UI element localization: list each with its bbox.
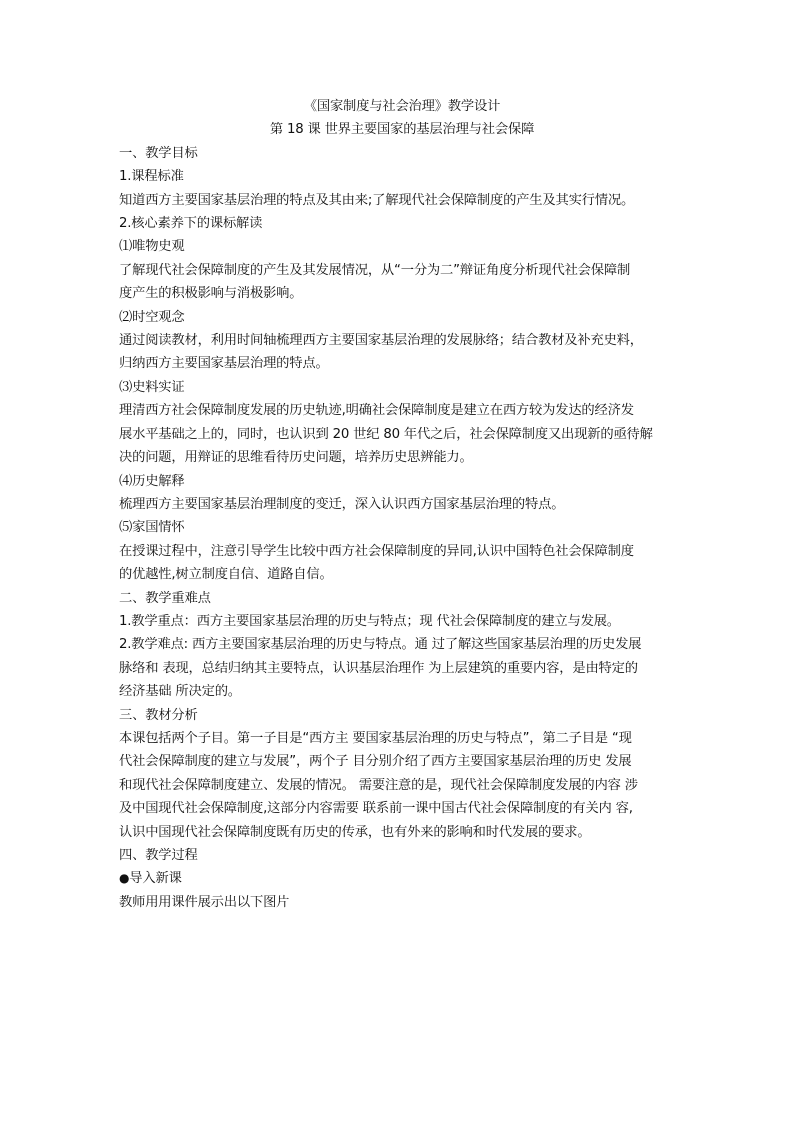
- paragraph-line: 理清西方社会保障制度发展的历史轨迹,明确社会保障制度是建立在西方较为发达的经济发: [119, 403, 634, 419]
- subheading-literacy: 2.核心素养下的课标解读: [119, 216, 263, 232]
- document-title: 《国家制度与社会治理》教学设计: [303, 99, 501, 114]
- intro-heading-row: [119, 867, 679, 890]
- paragraph-line: 2.教学难点: 西方主要国家基层治理的历史与特点。通 过了解这些国家基层治理的历史发展: [119, 637, 642, 653]
- paragraph-intro: 教师用用课件展示出以下图片: [119, 894, 290, 910]
- paragraph-keypoint: 1.教学重点：西方主要国家基层治理的历史与特点；现 代社会保障制度的建立与发展。: [119, 613, 620, 629]
- section-heading-analysis: 三、教材分析: [119, 707, 198, 723]
- paragraph-line: 经济基础 所决定的。: [119, 684, 241, 700]
- paragraph-line: 和现代社会保障制度建立、发展的情况。 需要注意的是，现代社会保障制度发展的内容 涉: [119, 777, 638, 793]
- paragraph-line: 梳理西方主要国家基层治理制度的变迁，深入认识西方国家基层治理的特点。: [119, 496, 565, 512]
- item-heading-patriotism: ⑸家国情怀: [119, 520, 185, 536]
- paragraph-line: 了解现代社会保障制度的产生及其发展情况，从“一分为二”辩证角度分析现代社会保障制: [119, 262, 631, 278]
- paragraph-line: 的优越性,树立制度自信、道路自信。: [119, 567, 333, 583]
- paragraph-line: 度产生的积极影响与消极影响。: [119, 286, 303, 302]
- section-heading-goals: 一、教学目标: [119, 145, 198, 161]
- paragraph-line: 代社会保障制度的建立与发展”，两个子 目分别介绍了西方主要国家基层治理的历史 发展: [119, 754, 632, 770]
- bullet-icon: ●: [119, 871, 130, 886]
- paragraph-line: 在授课过程中，注意引导学生比较中西方社会保障制度的异同,认识中国特色社会保障制度: [119, 543, 634, 559]
- item-heading-evidence: ⑶史料实证: [119, 379, 185, 395]
- section-heading-process: 四、教学过程: [119, 848, 198, 863]
- item-heading-spacetime: ⑵时空观念: [119, 309, 185, 325]
- subheading-standard: 1.课程标准: [119, 169, 184, 185]
- paragraph-line: 通过阅读教材，利用时间轴梳理西方主要国家基层治理的发展脉络；结合教材及补充史料，: [119, 333, 643, 349]
- item-heading-interpretation: ⑷历史解释: [119, 473, 185, 489]
- document-body: [119, 95, 679, 914]
- paragraph-standard: 知道西方主要国家基层治理的特点及其由来;了解现代社会保障制度的产生及其实行情况。: [119, 192, 635, 208]
- paragraph-line: 及中国现代社会保障制度,这部分内容需要 联系前一课中国古代社会保障制度的有关内 容,: [119, 801, 633, 817]
- lesson-subtitle: 第 18 课 世界主要国家的基层治理与社会保障: [269, 122, 535, 138]
- paragraph-line: 本课包括两个子目。第一子目是“西方主 要国家基层治理的历史与特点”，第二子目是 “现: [119, 730, 632, 746]
- intro-heading: 导入新课: [129, 871, 182, 887]
- paragraph-line: 脉络和 表现，总结归纳其主要特点，认识基层治理作 为上层建筑的重要内容，是由特定的: [119, 660, 638, 676]
- section-heading-keypoints: 二、教学重难点: [119, 590, 211, 606]
- paragraph-line: 展水平基础之上的，同时，也认识到 20 世纪 80 年代之后，社会保障制度又出现新的亟待解: [119, 426, 653, 442]
- item-heading-materialism: ⑴唯物史观: [119, 239, 185, 255]
- paragraph-line: 认识中国现代社会保障制度既有历史的传承，也有外来的影响和时代发展的要求。: [119, 824, 591, 840]
- paragraph-line: 决的问题，用辩证的思维看待历史问题，培养历史思辨能力。: [119, 450, 473, 466]
- paragraph-line: 归纳西方主要国家基层治理的特点。: [119, 356, 329, 372]
